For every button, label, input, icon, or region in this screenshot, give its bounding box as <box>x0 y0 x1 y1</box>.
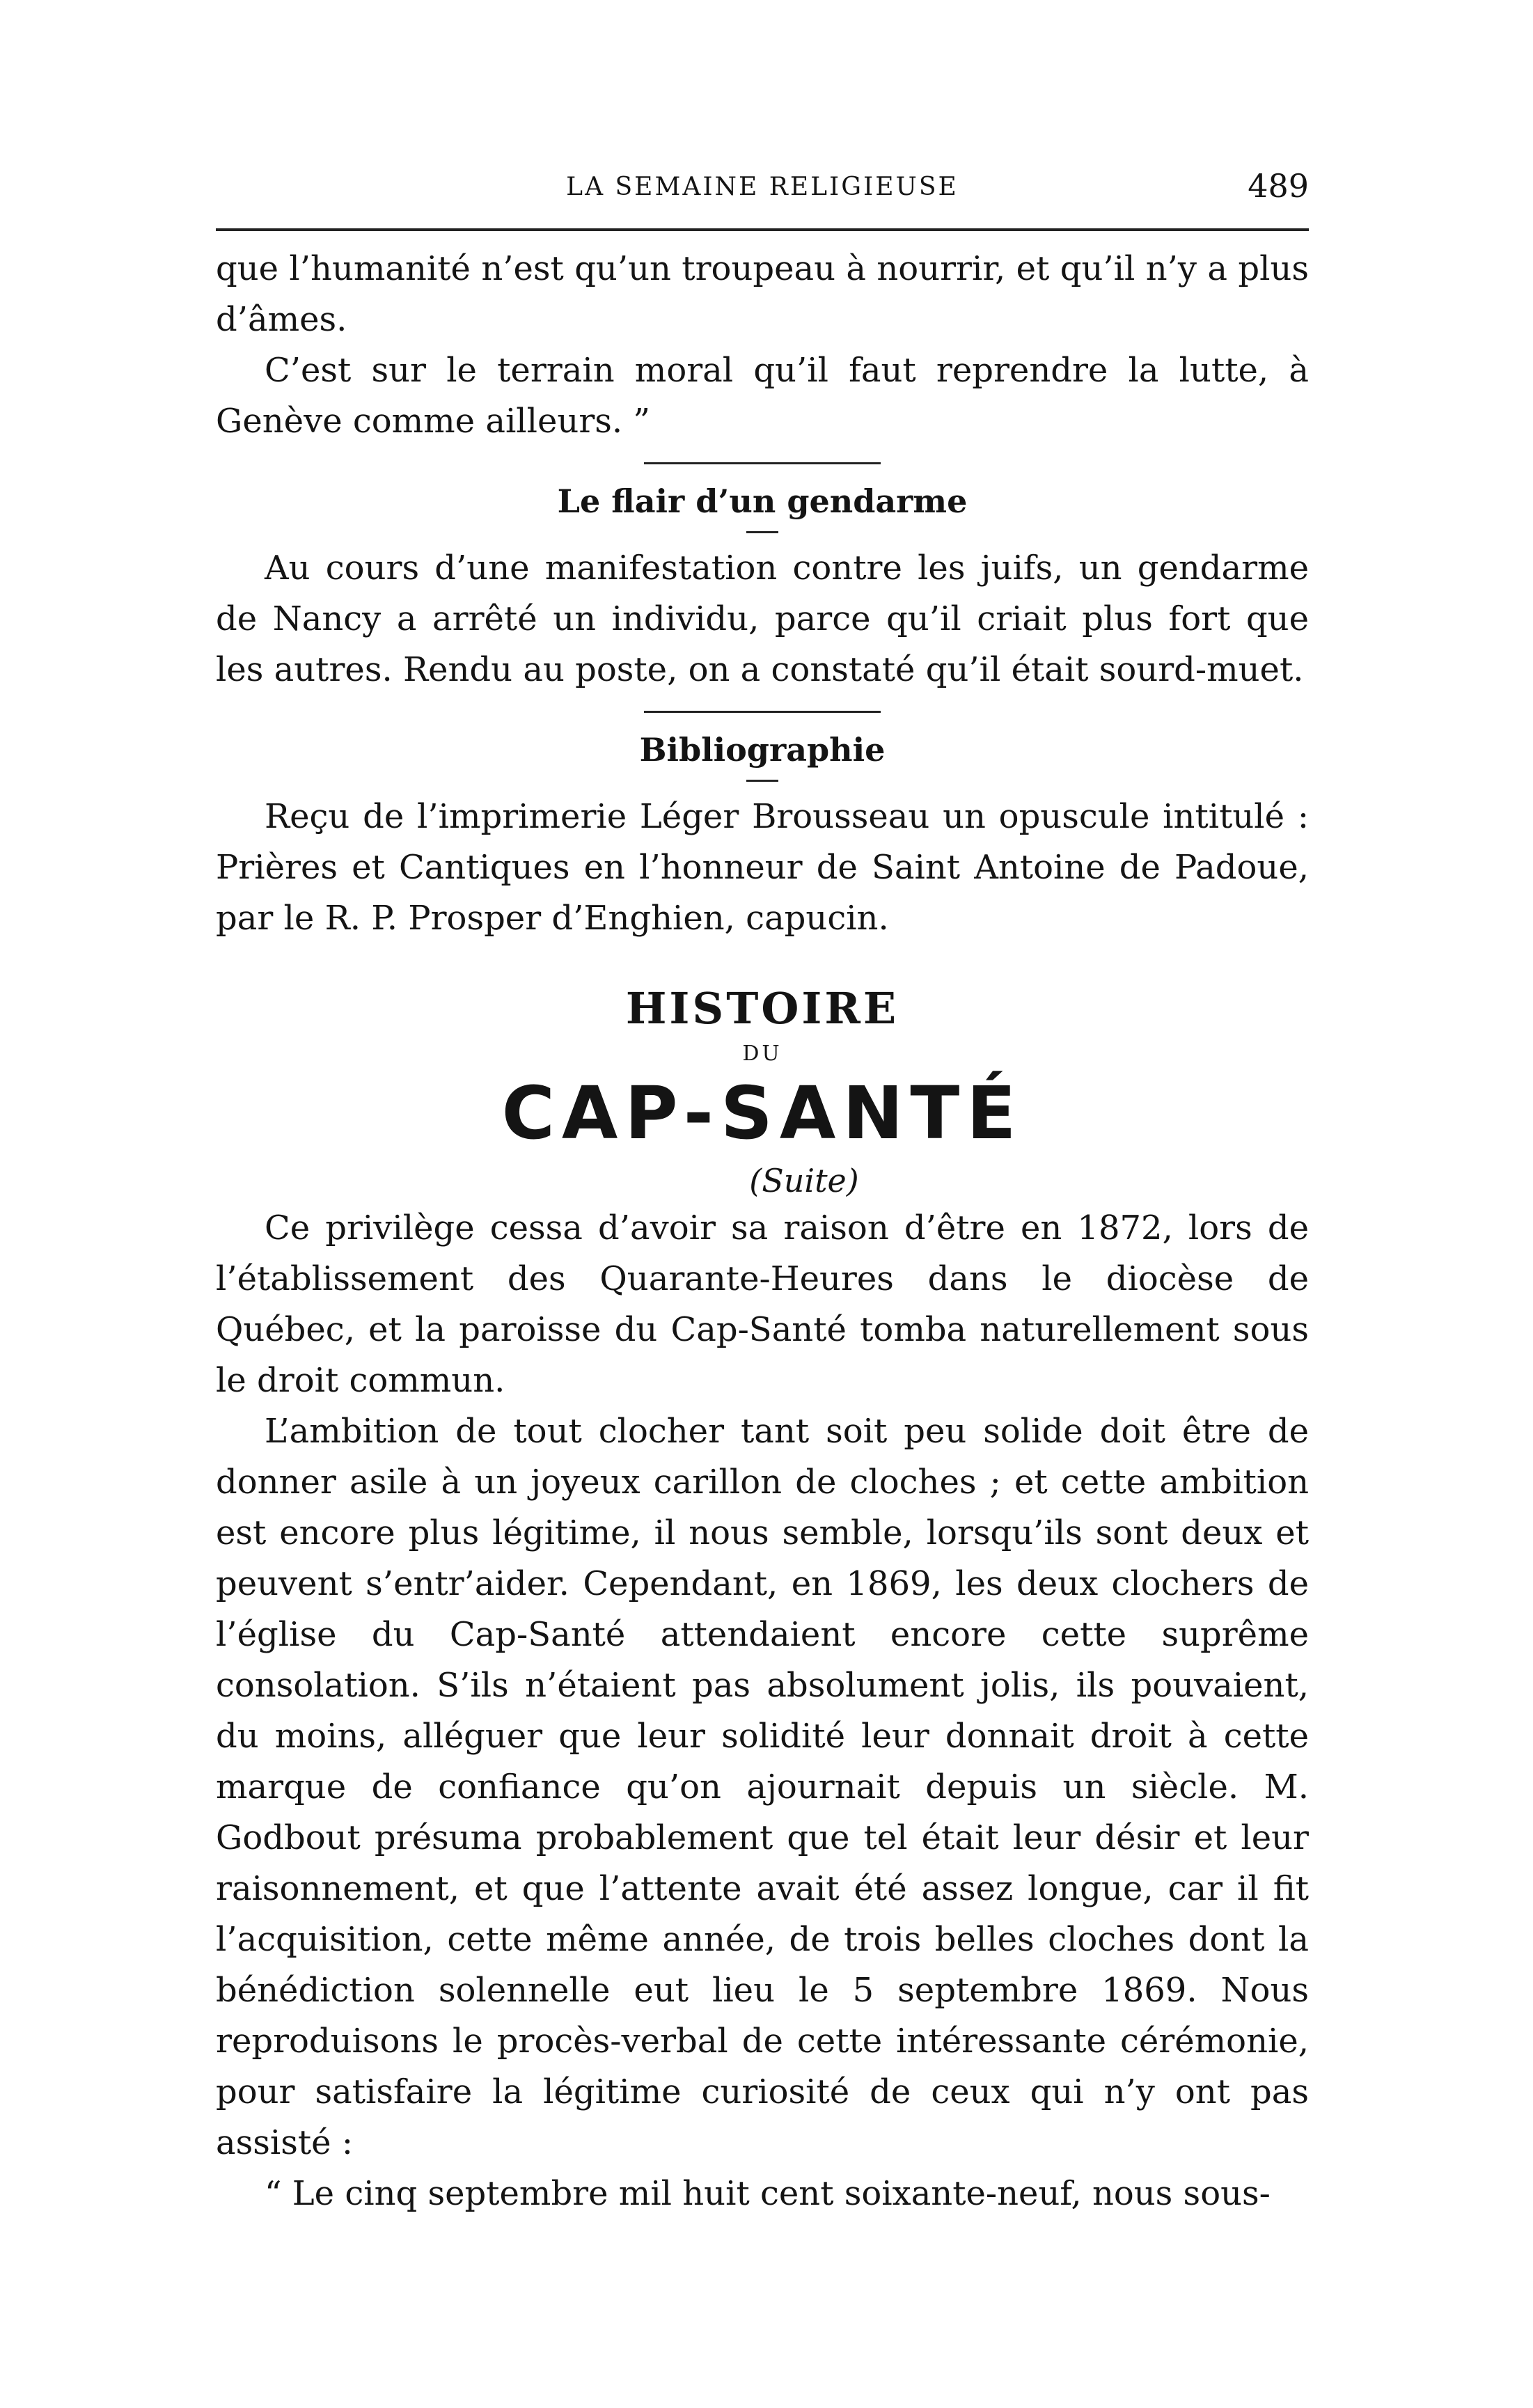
paragraph-histoire-1: Ce privilège cessa d’avoir sa raison d’être en 1872, lors de l’établissement des Quarante-Heures dans le diocèse de Québec, et la paroisse du Cap-Santé tomba naturellement sous le droit commun. <box>216 1209 1309 1400</box>
paragraph: que l’humanité n’est qu’un troupeau à nourrir, et qu’il n’y a plus d’âmes. <box>216 249 1309 339</box>
cap-sante-heading: CAP-SANTÉ <box>501 1071 1023 1156</box>
document-page <box>216 160 1309 2213</box>
header-rule <box>216 228 1309 231</box>
suite-label: (Suite) <box>749 1162 859 1199</box>
section-separator <box>644 462 881 464</box>
histoire-heading: HISTOIRE <box>625 983 899 1034</box>
paragraph-histoire-2: L’ambition de tout clocher tant soit peu solide doit être de donner asile à un joyeux carillon de cloches ; et cette ambition est encore plus légitime, il nous semble, lorsqu’ils sont deux et peuvent s’entr’aider. Cependant, en 1869, les deux clochers de l’église du Cap-Santé attendaient encore cette suprême consolation. S’ils n’étaient pas absolument jolis, ils pouvaient, du moins, alléguer que leur solidité leur donnait droit à cette marque de confiance qu’on ajournait depuis un siècle. M. Godbout présuma probablement que tel était leur désir et leur raisonnement, et que l’attente avait été assez longue, car il fit l’acquisition, cette même année, de trois belles cloches dont la bénédiction solennelle eut lieu le 5 septembre 1869. Nous reproduisons le procès-verbal de cette intéressante cérémonie, pour satisfaire la légitime curiosité de ceux qui n’y ont pas assisté : <box>216 1412 1309 2162</box>
page-header <box>216 160 1309 216</box>
title-dash <box>746 531 778 533</box>
histoire-du: DU <box>742 1041 783 1066</box>
paragraph-bibliographie: Reçu de l’imprimerie Léger Brousseau un opuscule intitulé : Prières et Cantiques en l’honneur de Saint Antoine de Padoue, par le R. P. Prosper d’Enghien, capucin. <box>216 797 1309 938</box>
running-title: LA SEMAINE RELIGIEUSE <box>566 173 959 201</box>
page-body <box>216 244 1309 2219</box>
section-title-gendarme: Le flair d’un gendarme <box>557 482 968 520</box>
paragraph-gendarme: Au cours d’une manifestation contre les juifs, un gendarme de Nancy a arrêté un individu, parce qu’il criait plus fort que les autres. Rendu au poste, on a constaté qu’il était sourd-muet. <box>216 549 1309 689</box>
paragraph: C’est sur le terrain moral qu’il faut reprendre la lutte, à Genève comme ailleurs. ” <box>216 351 1309 441</box>
section-separator <box>644 711 881 713</box>
section-title-bibliographie: Bibliographie <box>639 731 886 769</box>
title-dash <box>746 780 778 782</box>
paragraph-histoire-3: “ Le cinq septembre mil huit cent soixante-neuf, nous sous- <box>265 2174 1271 2213</box>
page-number: 489 <box>1248 167 1309 205</box>
